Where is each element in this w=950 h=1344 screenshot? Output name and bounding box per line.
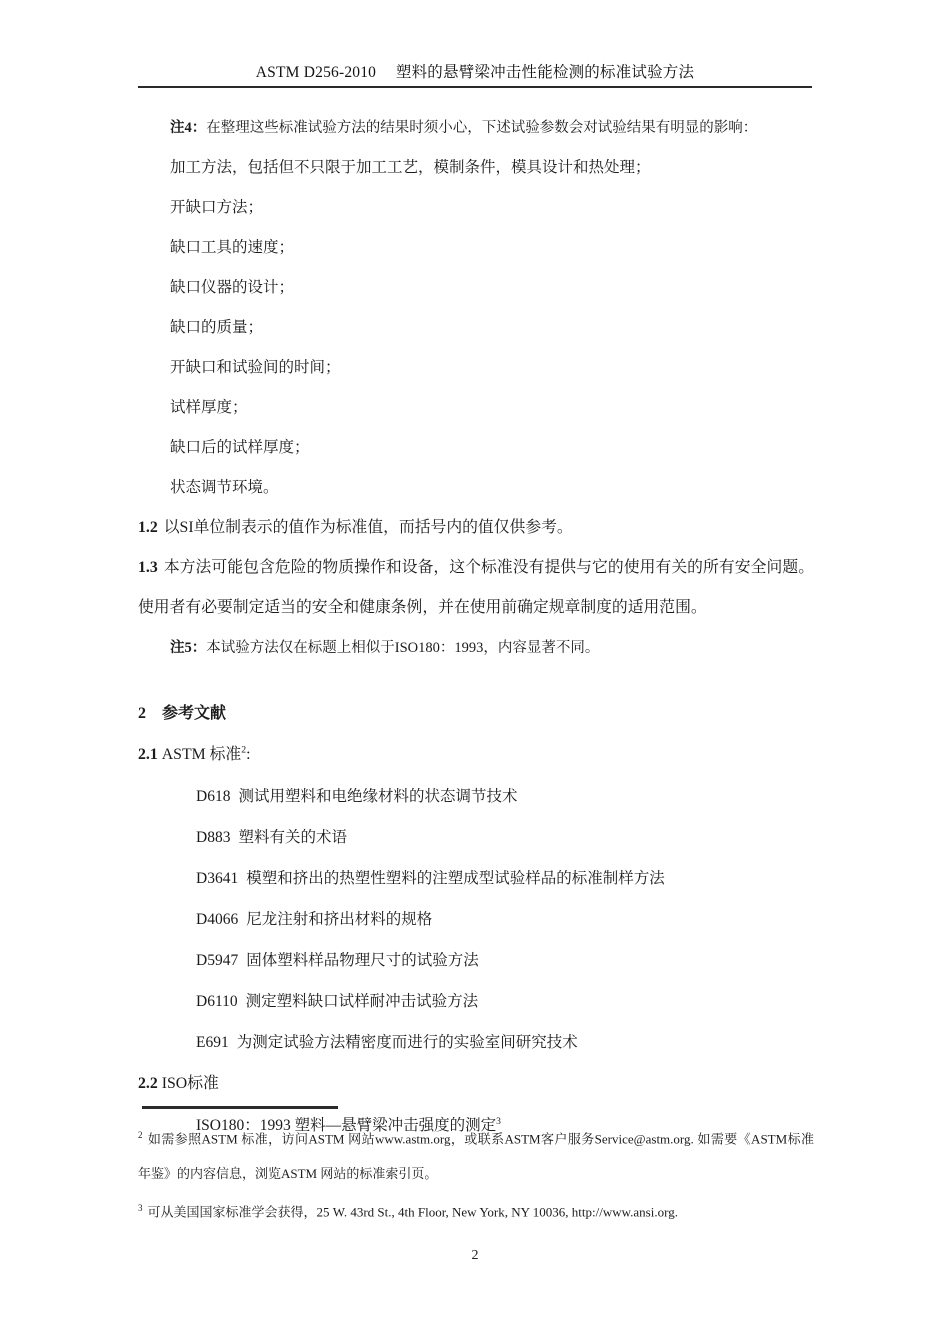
- astm-standard-code-4: D5947: [196, 952, 239, 969]
- astm-standard-code-3: D4066: [196, 911, 239, 928]
- factor-item-7: 缺口后的试样厚度；: [170, 439, 310, 456]
- astm-standard-row-0: [138, 776, 814, 817]
- footnote-3: [138, 1191, 814, 1229]
- header-divider-rule: [138, 86, 812, 88]
- astm-standard-title-3: 尼龙注射和挤出材料的规格: [246, 911, 433, 928]
- factor-item-1: 开缺口方法；: [170, 199, 264, 216]
- subsection-2-2-number: 2.2: [138, 1075, 158, 1092]
- astm-standard-row-4: [138, 940, 814, 981]
- factor-item-2: 缺口工具的速度；: [170, 239, 295, 256]
- note-5-label: 注5：: [170, 640, 207, 656]
- factor-item-4: 缺口的质量；: [170, 319, 264, 336]
- astm-standard-row-5: [138, 981, 814, 1022]
- iso-footnote-marker: 3: [496, 1115, 501, 1127]
- section-2-heading: [138, 694, 814, 734]
- astm-standard-code-5: D6110: [196, 993, 238, 1010]
- astm-standard-title-6: 为测定试验方法精密度而进行的实验室间研究技术: [236, 1034, 578, 1051]
- note-5: [138, 628, 814, 668]
- factor-item-5: 开缺口和试验间的时间；: [170, 359, 341, 376]
- running-header: [138, 60, 812, 82]
- astm-standard-title-4: 固体塑料样品物理尺寸的试验方法: [246, 952, 479, 969]
- subsection-2-2-label: ISO标准: [161, 1075, 219, 1092]
- astm-standard-title-1: 塑料有关的术语: [238, 829, 347, 846]
- subsection-2-2-heading: [138, 1063, 814, 1105]
- footnote-3-text: 可从美国国家标准学会获得，25 W. 43rd St., 4th Floor, New York, NY 10036, http://www.ansi.org.: [147, 1204, 678, 1220]
- astm-standard-row-3: [138, 899, 814, 940]
- note-4-text: 在整理这些标准试验方法的结果时须小心，下述试验参数会对试验结果有明显的影响：: [206, 120, 758, 136]
- astm-standard-code-1: D883: [196, 829, 231, 846]
- astm-standard-title-5: 测定塑料缺口试样耐冲击试验方法: [245, 993, 479, 1010]
- clause-1-3-text: 本方法可能包含危险的物质操作和设备，这个标准没有提供与它的使用有关的所有安全问题。使用者有必要制定适当的安全和健康条例，并在使用前确定规章制度的适用范围。: [138, 559, 814, 616]
- astm-standard-title-0: 测试用塑料和电绝缘材料的状态调节技术: [238, 788, 518, 805]
- section-2-number: 2: [138, 705, 146, 722]
- footnote-2: [138, 1115, 814, 1191]
- clause-1-3: [138, 548, 814, 628]
- factor-item-8: 状态调节环境。: [170, 479, 279, 496]
- clause-1-3-number: 1.3: [138, 559, 158, 576]
- footnote-area: [138, 1115, 814, 1230]
- footnote-3-marker: 3: [138, 1203, 143, 1214]
- footnote-2-text: 如需参照ASTM 标准，访问ASTM 网站www.astm.org，或联系ASTM客户服务Service@astm.org. 如需要《ASTM标准年鉴》的内容信息，浏览ASTM 网站的标准索引页。: [138, 1131, 814, 1182]
- subsection-2-1-label: ASTM 标准: [161, 746, 242, 763]
- astm-standard-row-6: [138, 1022, 814, 1063]
- footnote-separator-rule: [142, 1106, 338, 1109]
- document-body: [138, 108, 814, 1146]
- footnote-2-marker: 2: [138, 1130, 143, 1140]
- astm-footnote-marker: 2: [241, 744, 247, 756]
- factor-item-3: 缺口仪器的设计；: [170, 279, 295, 296]
- clause-1-2-text: 以SI单位制表示的值作为标准值，而括号内的值仅供参考。: [163, 519, 573, 536]
- section-2-title: 参考文献: [162, 705, 227, 722]
- note-5-text: 本试验方法仅在标题上相似于ISO180：1993，内容显著不同。: [206, 640, 600, 656]
- subsection-2-1-number: 2.1: [138, 746, 158, 763]
- note-4: [138, 108, 814, 148]
- astm-standard-code-6: E691: [196, 1034, 229, 1051]
- astm-standard-row-2: [138, 858, 814, 899]
- note-4-label: 注4：: [170, 120, 207, 136]
- clause-1-2-number: 1.2: [138, 519, 158, 536]
- astm-standard-title-2: 模塑和挤出的热塑性塑料的注塑成型试验样品的标准制样方法: [246, 870, 665, 887]
- subsection-2-1-colon: :: [246, 746, 251, 763]
- factor-item-6: 试样厚度；: [170, 399, 248, 416]
- iso-standard-text-0: ISO180：1993 塑料—悬臂梁冲击强度的测定: [196, 1117, 497, 1134]
- factor-item-0: 加工方法，包括但不只限于加工工艺，模制条件，模具设计和热处理；: [170, 159, 651, 176]
- clause-1-2: [138, 508, 814, 548]
- running-header-text: ASTM D256-2010 塑料的悬臂梁冲击性能检测的标准试验方法: [255, 64, 695, 81]
- astm-standard-code-2: D3641: [196, 870, 239, 887]
- subsection-2-1-heading: [138, 734, 814, 776]
- astm-standard-code-0: D618: [196, 788, 231, 805]
- astm-standard-row-1: [138, 817, 814, 858]
- page-number: 2: [471, 1248, 479, 1263]
